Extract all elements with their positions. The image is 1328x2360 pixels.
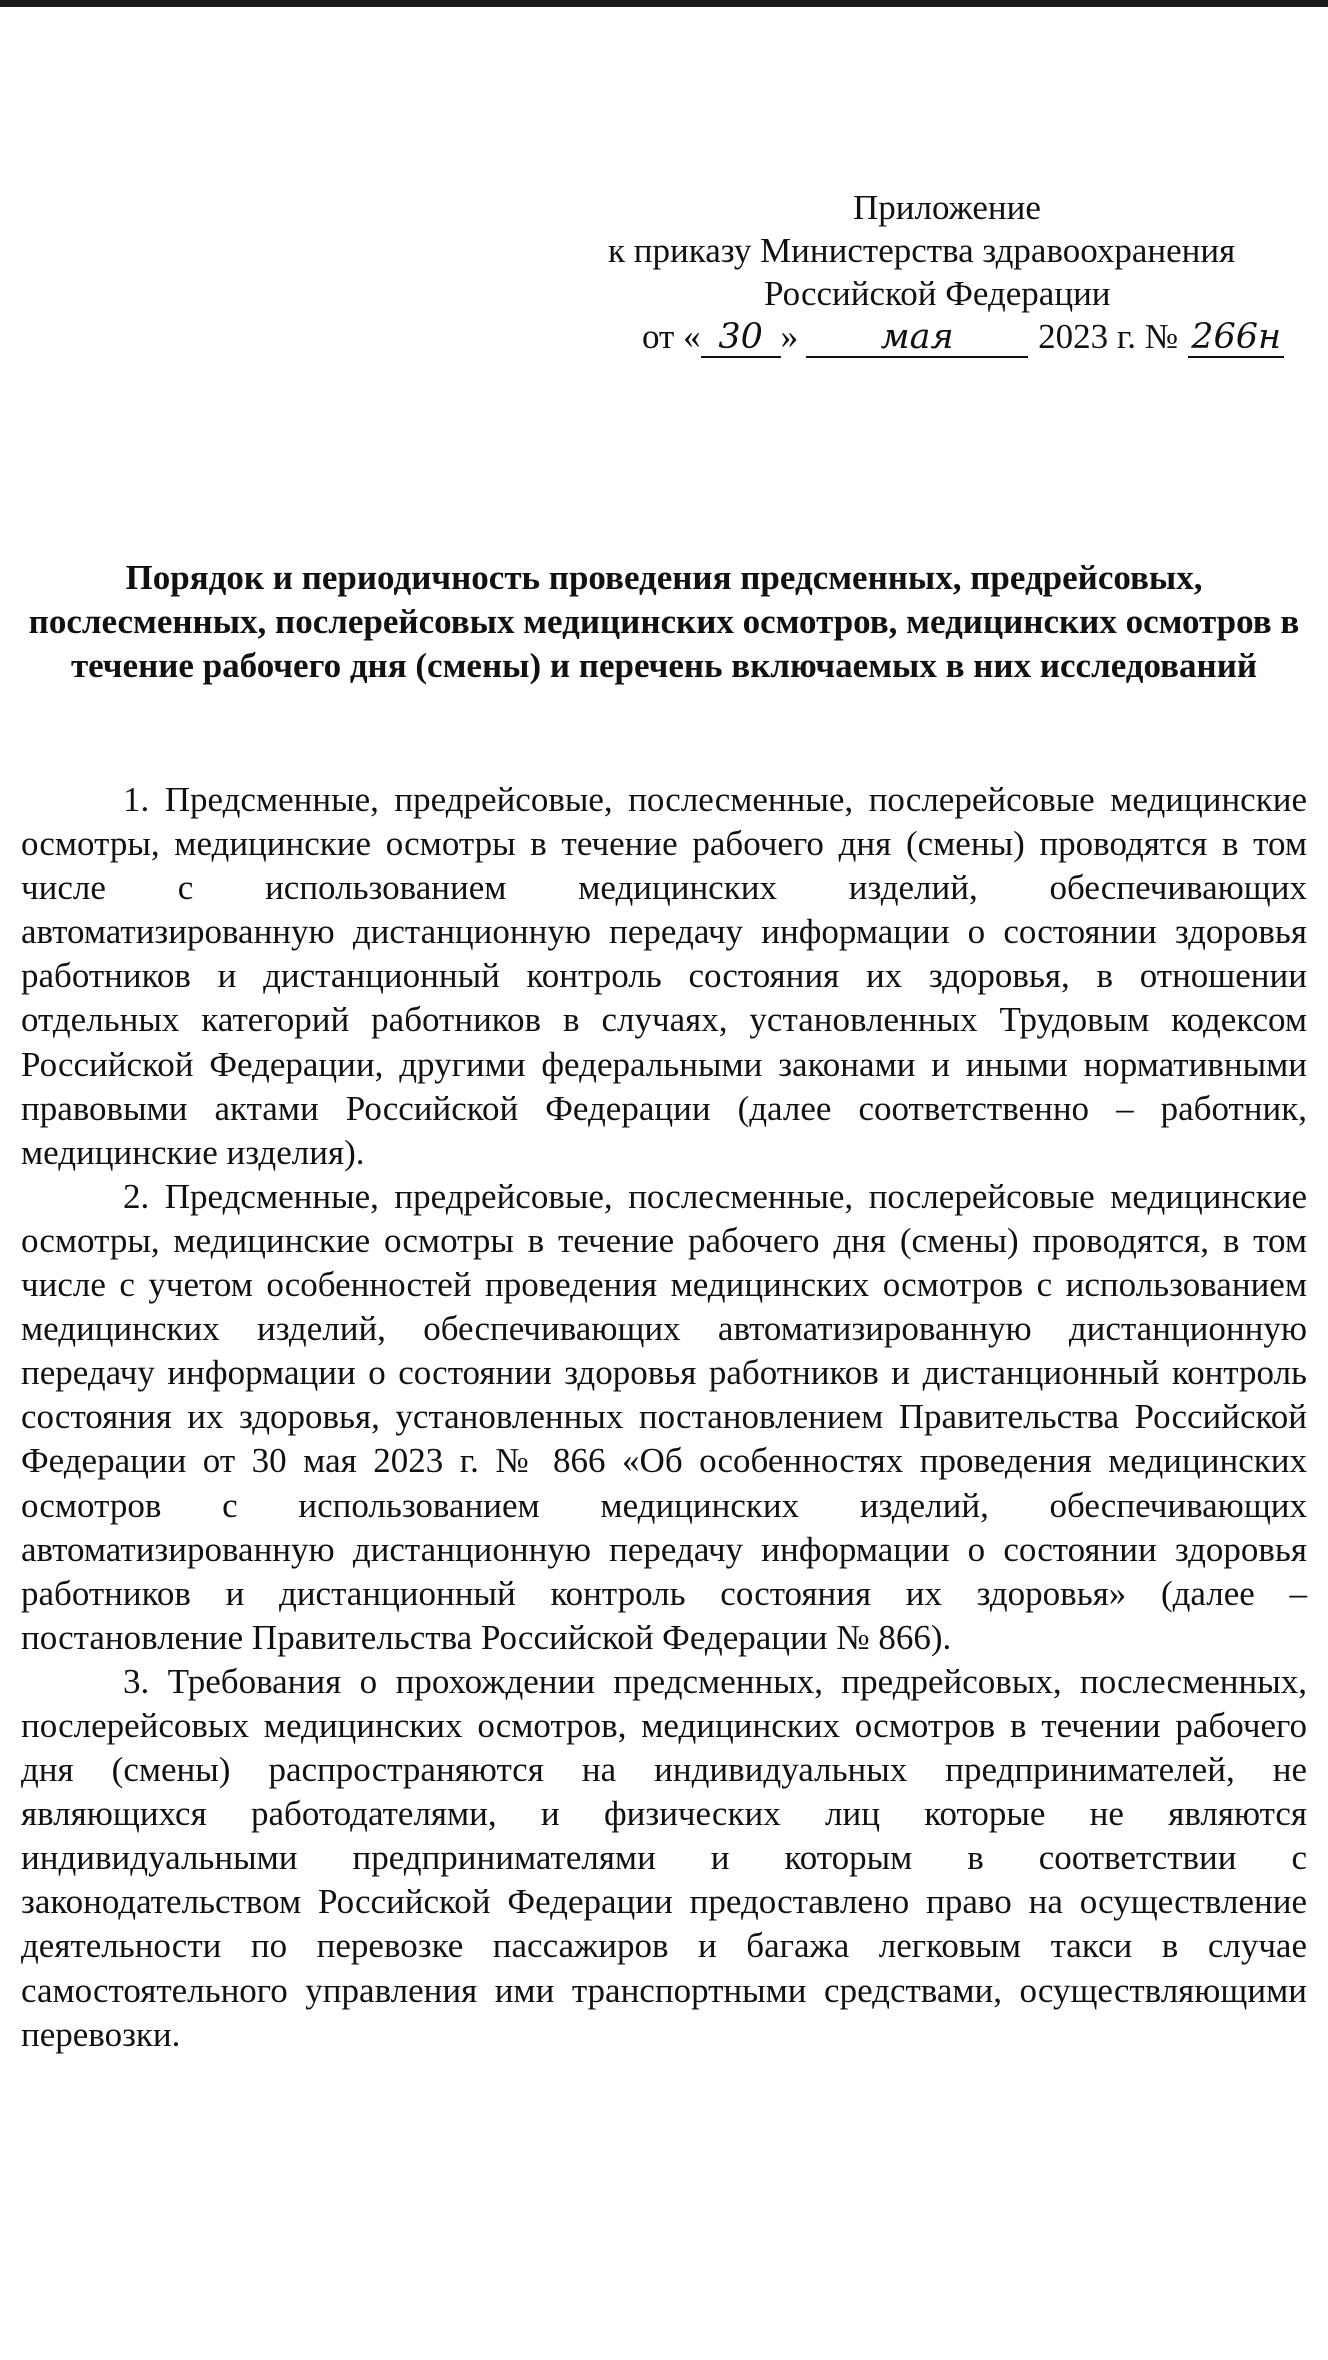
date-day-handwritten: 30 [701,318,781,358]
paragraph-3: 3. Требования о прохождении предсменных, предрейсовых, послесменных, послерейсовых медицинских осмотров, медицинских осмотров в течении рабочего дня (смены) распространяются на индивидуальных предпринимателей, не являющихся работодателями, и физических лиц которые не являются индивидуальными предпринимателями и которым в соответствии с законодательством Российской Федерации предоставлено право на осуществление деятельности по перевозке пассажиров и багажа легковым такси в случае самостоятельного управления ими транспортными средствами, осуществляющими перевозки. [21,1661,1307,2054]
date-month-handwritten: мая [806,318,1028,358]
annex-federation: Российской Федерации [764,274,1111,313]
order-number-handwritten: 266н [1188,318,1284,358]
paragraph-1: 1. Предсменные, предрейсовые, послесменные, послерейсовые медицинские осмотры, медицинские осмотры в течение рабочего дня (смены) проводятся в том числе с использованием медицинских изделий, обеспечивающих автоматизированную дистанционную передачу информации о состоянии здоровья работников и дистанционный контроль состояния их здоровья, в отношении отдельных категорий работников в случаях, установленных Трудовым кодексом Российской Федерации, другими федеральными законами и иными нормативными правовыми актами Российской Федерации (далее соответственно – работник, медицинские изделия). [21,780,1307,1172]
annex-date-line [560,315,1320,358]
scan-top-edge [0,0,1328,7]
date-quote: » [780,317,799,356]
document-body [21,778,1307,2057]
annex-order-reference: к приказу Министерства здравоохранения [608,231,1236,270]
annex-header [560,186,1320,358]
date-prefix: от « [642,317,701,356]
document-title: Порядок и периодичность проведения предсменных, предрейсовых, послесменных, послерейсовых медицинских осмотров, медицинских осмотров в течение рабочего дня (смены) и перечень включаемых в них исследований [28,558,1300,685]
annex-label: Приложение [853,188,1041,227]
date-year: 2023 г. № [1038,317,1179,356]
paragraph-2: 2. Предсменные, предрейсовые, послесменные, послерейсовые медицинские осмотры, медицинские осмотры в течение рабочего дня (смены) проводятся, в том числе с учетом особенностей проведения медицинских осмотров с использованием медицинских изделий, обеспечивающих автоматизированную дистанционную передачу информации о состоянии здоровья работников и дистанционный контроль состояния их здоровья, установленных постановлением Правительства Российской Федерации от 30 мая 2023 г. № 866 «Об особенностях проведения медицинских осмотров с использованием медицинских изделий, обеспечивающих автоматизированную дистанционную передачу информации о состоянии здоровья работников и дистанционный контроль состояния их здоровья» (далее – постановление Правительства Российской Федерации № 866). [21,1176,1307,1657]
